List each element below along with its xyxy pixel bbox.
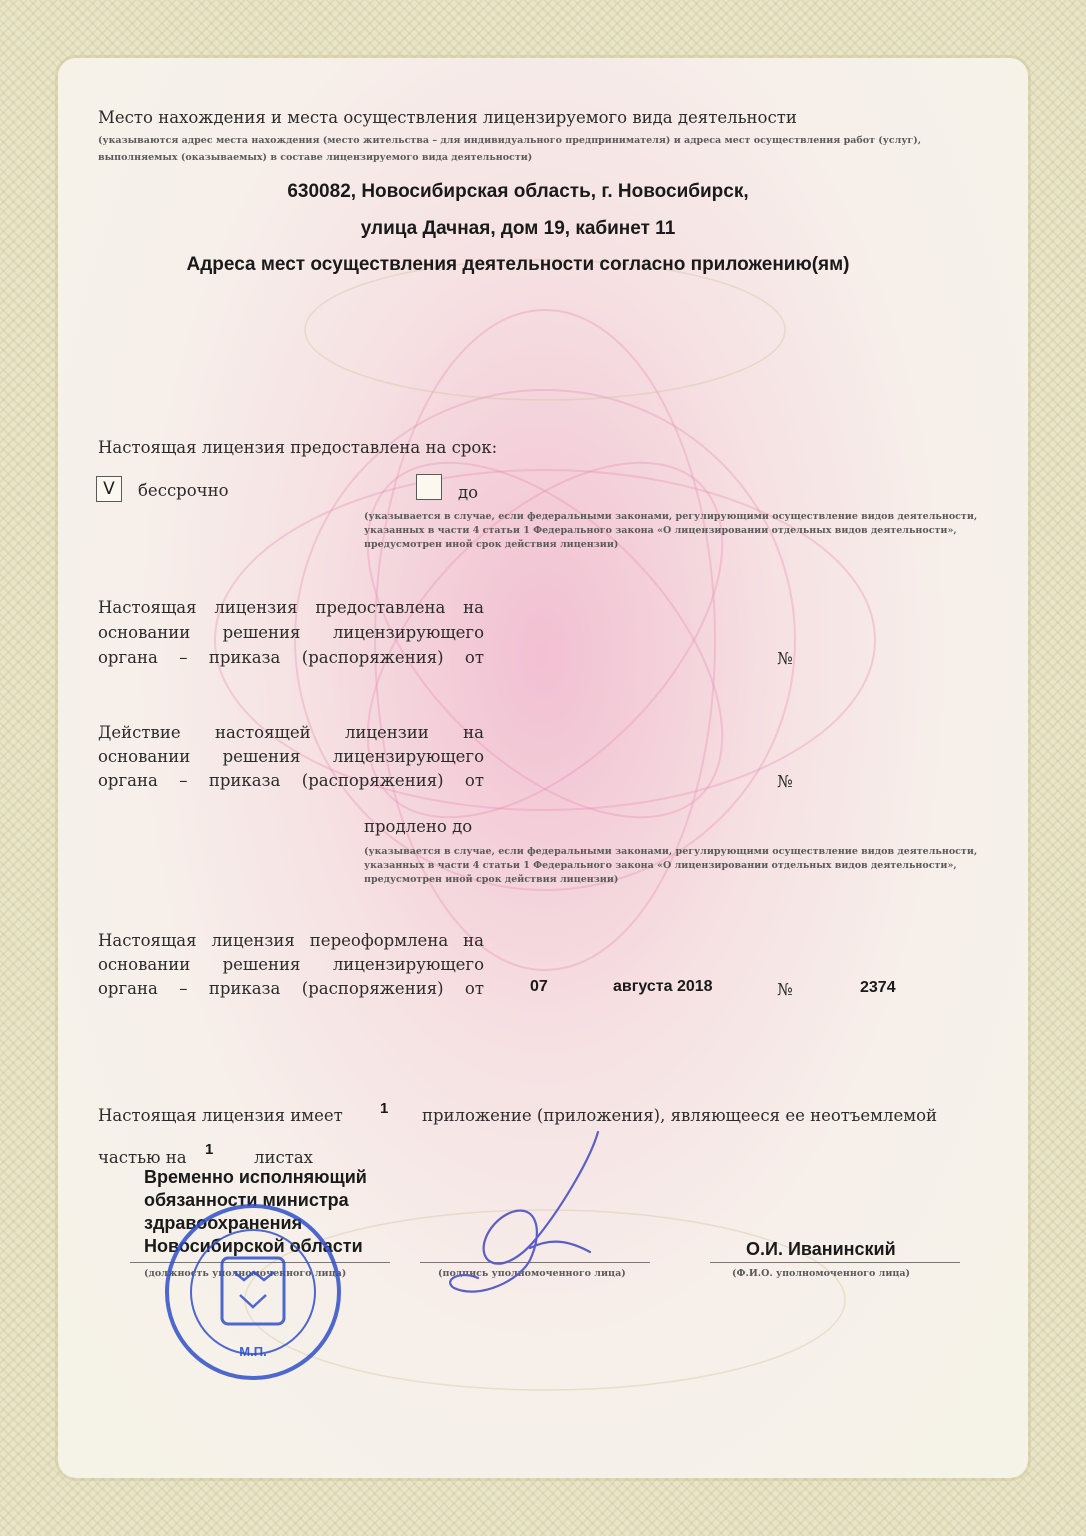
appendix-suffix: приложение (приложения), являющееся ее неотъемлемой <box>422 1106 938 1125</box>
granted-line-1: Настоящая лицензия предоставлена на <box>98 598 484 617</box>
location-note-2: выполняемых (оказываемых) в составе лицензируемого вида деятельности) <box>98 152 533 163</box>
term-note-1: (указывается в случае, если федеральными законами, регулирующими осуществление видов деятельности, <box>364 511 978 522</box>
extended-note-2: указанных в части 4 статьи 1 Федерального закона «О лицензировании отдельных видов деятельности», <box>364 860 957 871</box>
extended-note-3: предусмотрен иной срок действия лицензии) <box>364 874 619 885</box>
position-line-2: обязанности министра <box>144 1190 349 1210</box>
appendix-count: 1 <box>380 1100 389 1117</box>
term-heading: Настоящая лицензия предоставлена на срок: <box>98 438 498 457</box>
signature-caption: (подпись уполномоченного лица) <box>438 1268 626 1279</box>
handwritten-signature <box>440 1120 640 1310</box>
address-line-3: Адреса мест осуществления деятельности согласно приложению(ям) <box>186 254 850 275</box>
until-checkbox <box>416 474 442 500</box>
reissued-line-3: органа – приказа (распоряжения) от <box>98 979 484 998</box>
granted-number-label: № <box>777 649 793 668</box>
position-caption: (должность уполномоченного лица) <box>144 1268 347 1279</box>
extended-until-label: продлено до <box>364 817 473 836</box>
reissued-month-year: августа 2018 <box>613 978 713 995</box>
term-note-3: предусмотрен иной срок действия лицензии) <box>364 539 619 550</box>
position-line-3: здравоохранения <box>144 1213 303 1233</box>
official-stamp <box>150 1200 360 1382</box>
extended-note-1: (указывается в случае, если федеральными законами, регулирующими осуществление видов деятельности, <box>364 846 978 857</box>
appendix-prefix: Настоящая лицензия имеет <box>98 1106 343 1125</box>
sheets-count: 1 <box>205 1141 214 1158</box>
indefinite-label: бессрочно <box>138 481 229 500</box>
address-line-1: 630082, Новосибирская область, г. Новосибирск, <box>287 181 749 202</box>
position-line-4: Новосибирской области <box>144 1236 363 1256</box>
extended-number-label: № <box>777 772 793 791</box>
location-note: (указываются адрес места нахождения (место жительства – для индивидуального предпринимателя) и адреса мест осуществления работ (услуг), <box>98 135 922 146</box>
sheets-suffix: листах <box>254 1148 313 1167</box>
until-label: до <box>458 483 479 502</box>
granted-line-3: органа – приказа (распоряжения) от <box>98 648 484 667</box>
reissued-line-2: основании решения лицензирующего <box>98 955 484 974</box>
reissued-number-label: № <box>777 980 793 999</box>
reissued-line-1: Настоящая лицензия переоформлена на <box>98 931 484 950</box>
extended-line-3: органа – приказа (распоряжения) от <box>98 771 484 790</box>
seal-place-label: М.П. <box>239 1344 267 1359</box>
position-line-1: Временно исполняющий <box>144 1167 367 1187</box>
address-line-2: улица Дачная, дом 19, кабинет 11 <box>360 218 676 239</box>
granted-line-2: основании решения лицензирующего <box>98 623 484 642</box>
extended-line-2: основании решения лицензирующего <box>98 747 484 766</box>
name-line <box>710 1262 960 1263</box>
reissued-day: 07 <box>530 978 548 995</box>
sheets-prefix: частью на <box>98 1148 187 1167</box>
reissued-number: 2374 <box>860 979 896 996</box>
location-heading: Место нахождения и места осуществления лицензируемого вида деятельности <box>98 108 797 127</box>
extended-line-1: Действие настоящей лицензии на <box>98 723 484 742</box>
name-caption: (Ф.И.О. уполномоченного лица) <box>732 1268 911 1279</box>
term-note-2: указанных в части 4 статьи 1 Федерального закона «О лицензировании отдельных видов деятельности», <box>364 525 957 536</box>
indefinite-checkbox: V <box>96 476 122 502</box>
signatory-name: О.И. Иванинский <box>746 1239 896 1259</box>
